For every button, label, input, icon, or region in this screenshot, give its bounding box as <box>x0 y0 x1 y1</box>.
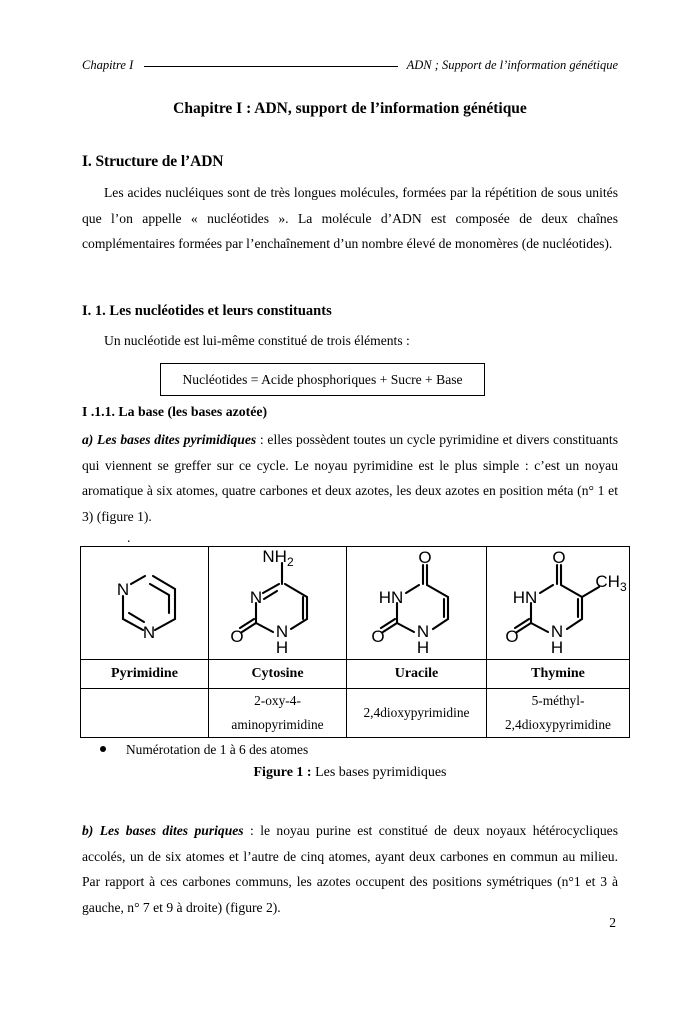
base-description-thymine-line1: 5-méthyl- <box>531 693 585 708</box>
paragraph-bases-puriques-text: : le noyau purine est constitué de deux noyaux hétérocycliques accolés, un de six atomes et l’autre de cinq atomes, ayant deux carbones en commun au milieu. Par rapport à ces carbones communs, les azotes occupent des positions symétriques (n°1 et 3 à gauche, n° 7 et 9 à droite) (figure 2). <box>82 823 618 915</box>
uracile-structure-diagram <box>361 547 473 659</box>
base-description-uracile <box>347 689 487 738</box>
cytosine-structure-diagram <box>223 547 333 659</box>
paragraph-nucleotide-elements: Un nucléotide est lui-même constitué de trois éléments : <box>104 333 410 348</box>
pyrimidine-bases-table <box>80 546 630 738</box>
atom-label-n1: N <box>275 622 288 641</box>
figure-caption-text: Les bases pyrimidiques <box>311 765 447 780</box>
atom-label-ch3: $CH_3$ <box>595 572 627 594</box>
atom-label-o4: O <box>552 548 566 567</box>
base-description-pyrimidine <box>81 689 209 738</box>
pyrimidine-structure-diagram <box>97 551 193 655</box>
table-row-descriptions <box>81 689 630 738</box>
paragraph-bases-puriques <box>82 818 618 920</box>
label-bases-pyrimidiques: a) Les bases dites pyrimidiques <box>82 432 257 447</box>
list-item-label: Numérotation de 1 à 6 des atomes <box>126 742 309 757</box>
base-name-uracile: Uracile <box>347 660 487 689</box>
atom-label-n3-h: HN <box>512 588 538 607</box>
base-name-cytosine: Cytosine <box>209 660 347 689</box>
structure-cell-pyrimidine <box>81 547 209 660</box>
paragraph-bases-pyrimidiques-text: : elles possèdent toutes un cycle pyrimidine et divers constituants qui viennent se greffer sur ce cycle. Le noyau pyrimidine est le plus simple : c’est un noyau aromatique à six atomes, quatre carbones et deux azotes, les deux azotes en position méta (n° 1 et 3) (figure 1). <box>82 432 618 524</box>
page-number: 2 <box>609 915 616 930</box>
figure-caption-label: Figure 1 : <box>253 765 312 780</box>
atom-label-n1: N <box>550 622 564 641</box>
atom-label-o2: O <box>505 627 519 646</box>
paragraph-structure-adn: Les acides nucléiques sont de très longues molécules, formées par la répétition de sous unités que l’on appelle « nucléotides ». La molécule d’ADN est composée de deux chaînes complémentaires formées par l’enchaînement d’un nombre élevé de monomères (de nucléotides). <box>82 185 618 251</box>
heading-nucleotides-constituants: I. 1. Les nucléotides et leurs constituants <box>82 303 332 319</box>
base-name-pyrimidine: Pyrimidine <box>81 660 209 689</box>
formula-text: Nucléotides = Acide phosphoriques + Sucre + Base <box>182 371 463 387</box>
figure-caption <box>0 765 700 781</box>
atom-label-n3-h: HN <box>378 588 403 607</box>
thymine-structure-diagram <box>495 547 627 659</box>
atom-label-n3: N <box>249 588 262 607</box>
base-description-thymine-line2: 2,4dioxypyrimidine <box>504 717 611 732</box>
atom-label-n1-h: H <box>275 638 288 657</box>
stray-period-mark: . <box>127 530 131 545</box>
formula-box <box>160 363 485 396</box>
atom-label-nh2: $NH_2$ <box>261 547 294 569</box>
page-title: Chapitre I : ADN, support de l’information génétique <box>173 100 527 117</box>
base-description-thymine <box>487 689 630 738</box>
structure-cell-thymine <box>487 547 630 660</box>
atom-label-o2: O <box>229 627 244 646</box>
base-description-uracile-line1: 2,4dioxypyrimidine <box>363 705 470 720</box>
structure-cell-uracile <box>347 547 487 660</box>
structure-cell-cytosine <box>209 547 347 660</box>
header-subject-label: ADN ; Support de l’information génétique <box>406 58 618 72</box>
atom-label-o4: O <box>417 548 432 567</box>
atom-label-n1: N <box>116 580 129 599</box>
atom-label-n1: N <box>416 622 429 641</box>
running-header <box>82 58 618 73</box>
base-name-thymine: Thymine <box>487 660 630 689</box>
table-row-names <box>81 660 630 689</box>
heading-structure-adn: I. Structure de l’ADN <box>82 153 224 170</box>
bullet-point-icon <box>100 746 106 752</box>
header-divider-rule <box>144 66 397 67</box>
table-row-structures <box>81 547 630 660</box>
atom-label-n1-h: H <box>550 638 564 657</box>
header-chapter-label: Chapitre I <box>82 58 134 72</box>
base-description-cytosine-line1: 2-oxy-4- <box>254 693 301 708</box>
base-description-cytosine-line2: aminopyrimidine <box>231 717 324 732</box>
atom-label-n1-h: H <box>416 638 429 657</box>
label-bases-puriques: b) Les bases dites puriques <box>82 823 244 838</box>
atom-label-o2: O <box>370 627 385 646</box>
paragraph-bases-pyrimidiques <box>82 427 618 529</box>
heading-la-base: I .1.1. La base (les bases azotée) <box>82 404 268 419</box>
list-item-numerotation <box>100 742 308 758</box>
atom-label-n3: N <box>142 623 155 642</box>
base-description-cytosine <box>209 689 347 738</box>
